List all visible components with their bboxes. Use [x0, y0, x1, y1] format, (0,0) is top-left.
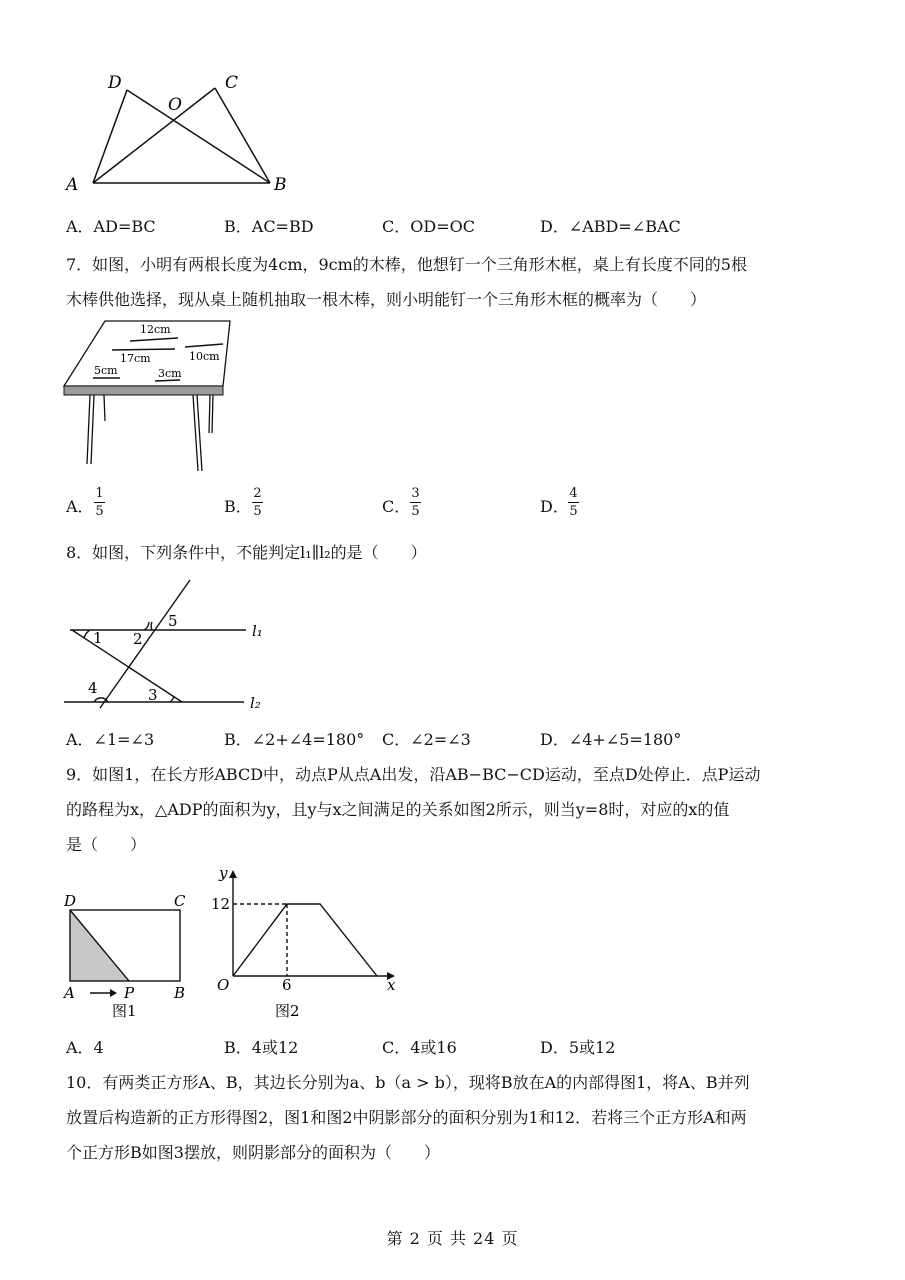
label-a: A [66, 175, 79, 195]
page-footer: 第 2 页 共 24 页 [386, 1229, 519, 1248]
angle-4: 4 [88, 679, 98, 697]
q9-stem-line2: 的路程为x，△ADP的面积为y，且y与x之间满足的关系如图2所示，则当y=8时，对应的x的值 [66, 800, 730, 819]
q7-option-a-fraction [94, 486, 105, 519]
q6-figure [60, 66, 300, 196]
stick-17cm: 17cm [120, 352, 151, 365]
q8-option-a: A．∠1=∠3 [66, 730, 155, 749]
q8-option-c: C．∠2=∠3 [382, 730, 471, 749]
label-o: O [168, 95, 182, 115]
q9-stem-line1: 9．如图1，在长方形ABCD中，动点P从点A出发，沿AB−BC−CD运动，至点D处停止．点P运动 [66, 765, 761, 784]
angle-3: 3 [148, 686, 158, 704]
stick-10cm: 10cm [189, 350, 220, 363]
denominator: 5 [411, 504, 420, 519]
q7-option-c-fraction [410, 486, 421, 519]
q10-stem-line3: 个正方形B如图3摆放，则阴影部分的面积为（ ） [66, 1143, 440, 1162]
q8-figure [60, 574, 280, 714]
fig1-label-b: B [174, 984, 186, 1002]
angle-1: 1 [93, 629, 103, 647]
stick-3cm: 3cm [158, 367, 182, 380]
q9-option-c: C．4或16 [382, 1038, 457, 1057]
q9-figure-1 [60, 890, 200, 1022]
fraction-bar [568, 502, 579, 503]
fig1-label-a: A [64, 984, 75, 1002]
denominator: 5 [253, 504, 262, 519]
angle-2: 2 [133, 630, 143, 648]
fraction-bar [252, 502, 263, 503]
q9-option-d: D．5或12 [540, 1038, 616, 1057]
fig2-origin: O [217, 976, 230, 994]
angle-5: 5 [168, 612, 178, 630]
fig2-axis-y: y [219, 864, 228, 882]
q7-option-b-fraction [252, 486, 263, 519]
q9-option-a: A．4 [66, 1038, 104, 1057]
q7-table-figure [60, 316, 240, 476]
q7-stem-line1: 7．如图，小明有两根长度为4cm，9cm的木棒，他想钉一个三角形木框，桌上有长度不同的5根 [66, 255, 747, 274]
q6-option-c: C．OD=OC [382, 217, 475, 236]
q6-option-d: D．∠ABD=∠BAC [540, 217, 681, 236]
fraction-bar [410, 502, 421, 503]
q9-stem-line3: 是（ ） [66, 835, 147, 854]
q6-option-b: B．AC=BD [224, 217, 314, 236]
q6-option-a: A．AD=BC [66, 217, 156, 236]
fig2-x-tick-6: 6 [282, 976, 292, 994]
q7-option-b-prefix: B． [224, 497, 252, 516]
q7-stem-line2: 木棒供他选择，现从桌上随机抽取一根木棒，则小明能钉一个三角形木框的概率为（ ） [66, 290, 707, 309]
q7-option-c-prefix: C． [382, 497, 411, 516]
q8-option-d: D．∠4+∠5=180° [540, 730, 682, 749]
fraction-bar [94, 502, 105, 503]
label-d: D [108, 73, 122, 93]
label-b: B [274, 175, 287, 195]
line-l1-label: l₁ [252, 622, 263, 640]
fig2-y-tick-12: 12 [211, 895, 231, 913]
q7-option-a-prefix: A． [66, 497, 94, 516]
q7-option-d-prefix: D． [540, 497, 569, 516]
fig2-caption: 图2 [275, 1002, 300, 1020]
q9-option-b: B．4或12 [224, 1038, 299, 1057]
q10-stem-line1: 10．有两类正方形A、B，其边长分别为a、b（a > b），现将B放在A的内部得图1，将A、B并列 [66, 1073, 750, 1092]
denominator: 5 [95, 504, 104, 519]
fig2-axis-x: x [387, 976, 396, 994]
fig1-label-p: P [124, 984, 135, 1002]
q10-stem-line2: 放置后构造新的正方形得图2，图1和图2中阴影部分的面积分别为1和12．若将三个正方形A和两 [66, 1108, 747, 1127]
fig1-label-d: D [64, 892, 77, 910]
numerator: 3 [411, 486, 420, 501]
denominator: 5 [569, 504, 578, 519]
numerator: 4 [569, 486, 578, 501]
numerator: 1 [95, 486, 104, 501]
q8-stem: 8．如图，下列条件中，不能判定l₁∥l₂的是（ ） [66, 543, 427, 562]
q8-option-b: B．∠2+∠4=180° [224, 730, 365, 749]
q7-option-d-fraction [568, 486, 579, 519]
label-c: C [225, 73, 239, 93]
fig1-label-c: C [174, 892, 186, 910]
fig1-caption: 图1 [112, 1002, 137, 1020]
stick-5cm: 5cm [94, 364, 118, 377]
line-l2-label: l₂ [250, 694, 261, 712]
stick-12cm: 12cm [140, 323, 171, 336]
numerator: 2 [253, 486, 262, 501]
q9-figure-2 [205, 864, 405, 1022]
